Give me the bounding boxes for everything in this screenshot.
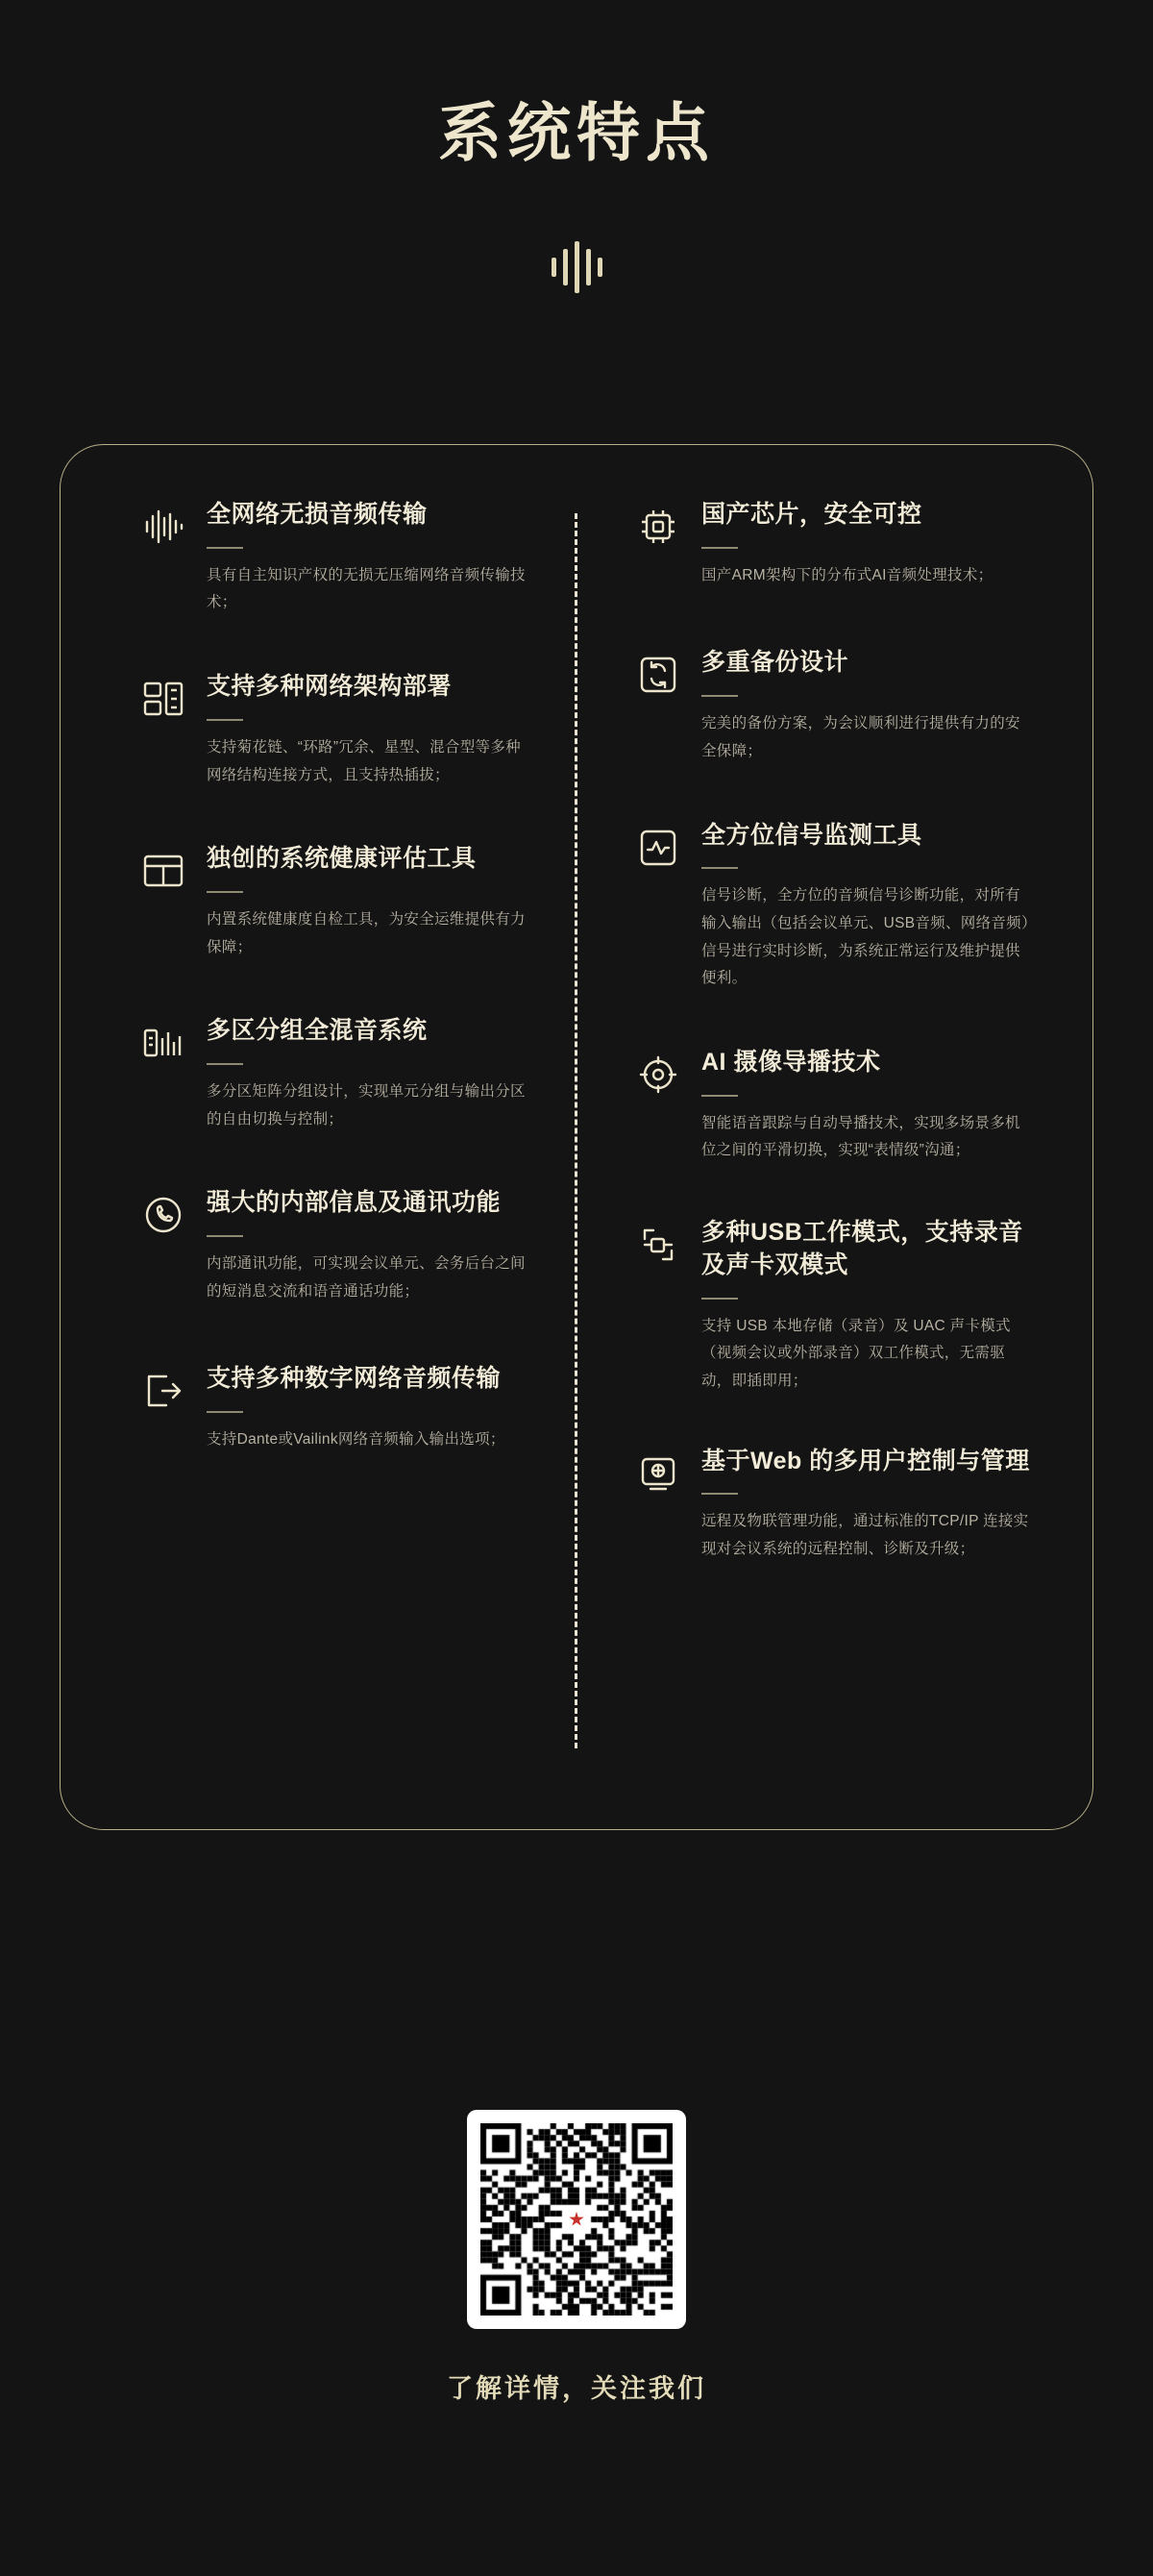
qr-code [467, 2110, 686, 2329]
page-header [0, 0, 1153, 301]
intercom-call-icon [139, 1191, 193, 1244]
feature-rule [207, 1235, 243, 1237]
feature-rule [701, 547, 738, 549]
page-title: 系统特点 [438, 97, 715, 168]
feature-item [139, 671, 528, 789]
mixer-zones-icon [139, 1019, 193, 1072]
backup-layers-icon [634, 651, 688, 704]
feature-title: 多重备份设计 [701, 649, 849, 677]
feature-rule [207, 1063, 243, 1065]
dashboard-panel-icon [139, 847, 193, 900]
feature-item [139, 1187, 528, 1305]
digital-output-icon [139, 1367, 193, 1420]
feature-title: 全方位信号监测工具 [701, 821, 922, 849]
feature-rule [701, 1095, 738, 1097]
feature-item [139, 1015, 528, 1133]
feature-title: 多种USB工作模式，支持录音及声卡双模式 [701, 1219, 1023, 1278]
chip-icon [634, 503, 688, 556]
feature-desc: 智能语音跟踪与自动导播技术，实现多场景多机位之间的平滑切换，实现“表情级”沟通； [701, 1114, 1020, 1159]
feature-desc: 完美的备份方案，为会议顺利进行提供有力的安全保障； [701, 715, 1020, 759]
feature-rule [207, 719, 243, 721]
qr-caption: 了解详情，关注我们 [447, 2374, 706, 2403]
feature-title: 全网络无损音频传输 [207, 501, 428, 528]
feature-desc: 支持菊花链、“环路”冗余、星型、混合型等多种网络结构连接方式，且支持热插拔； [207, 738, 521, 783]
feature-rule [207, 1411, 243, 1413]
feature-title: 强大的内部信息及通讯功能 [207, 1189, 502, 1217]
feature-item [634, 499, 1031, 589]
feature-rule [701, 1493, 738, 1495]
feature-item [634, 820, 1031, 993]
feature-desc: 具有自主知识产权的无损无压缩网络音频传输技术； [207, 566, 526, 611]
feature-rule [207, 891, 243, 893]
feature-item [139, 499, 528, 617]
qr-logo-icon [564, 2207, 589, 2232]
waveform-divider-icon [519, 234, 634, 301]
feature-desc: 内部通讯功能，可实现会议单元、会务后台之间的短消息交流和语音通话功能； [207, 1255, 526, 1300]
network-topology-icon [139, 675, 193, 728]
feature-title: 支持多种数字网络音频传输 [207, 1365, 502, 1393]
signal-monitor-icon [634, 824, 688, 877]
feature-item [634, 1446, 1031, 1564]
features-column-left [107, 499, 576, 1783]
footer-qr-section [0, 2110, 1153, 2405]
feature-desc: 国产ARM架构下的分布式AI音频处理技术； [701, 566, 994, 583]
feature-item [634, 647, 1031, 765]
feature-desc: 远程及物联管理功能，通过标准的TCP/IP 连接实现对会议系统的远程控制、诊断及升级； [701, 1513, 1029, 1557]
usb-modes-icon [634, 1221, 688, 1274]
feature-rule [701, 1298, 738, 1300]
feature-title: 独创的系统健康评估工具 [207, 845, 477, 873]
feature-title: AI 摄像导播技术 [701, 1048, 881, 1076]
waveform-icon [139, 503, 193, 556]
feature-desc: 多分区矩阵分组设计，实现单元分组与输出分区的自由切换与控制； [207, 1083, 526, 1127]
feature-title: 基于Web 的多用户控制与管理 [701, 1447, 1030, 1474]
feature-desc: 支持Dante或Vailink网络音频输入输出选项； [207, 1431, 505, 1449]
column-divider [575, 513, 577, 1748]
feature-item [634, 1217, 1031, 1396]
camera-tracking-icon [634, 1051, 688, 1103]
feature-title: 多区分组全混音系统 [207, 1017, 428, 1045]
feature-title: 国产芯片，安全可控 [701, 501, 922, 528]
web-control-icon [634, 1449, 688, 1502]
feature-rule [207, 547, 243, 549]
feature-desc: 支持 USB 本地存储（录音）及 UAC 声卡模式（视频会议或外部录音）双工作模式，无需驱动，即插即用； [701, 1317, 1011, 1389]
feature-item [634, 1047, 1031, 1165]
feature-desc: 信号诊断，全方位的音频信号诊断功能，对所有输入输出（包括会议单元、USB音频、网络音频）信号进行实时诊断，为系统正常运行及维护提供便利。 [701, 887, 1030, 987]
feature-item [139, 1363, 528, 1453]
feature-title: 支持多种网络架构部署 [207, 673, 453, 701]
feature-desc: 内置系统健康度自检工具，为安全运维提供有力保障； [207, 910, 526, 955]
feature-rule [701, 867, 738, 869]
features-column-right [576, 499, 1046, 1783]
feature-item [139, 843, 528, 961]
feature-rule [701, 695, 738, 697]
